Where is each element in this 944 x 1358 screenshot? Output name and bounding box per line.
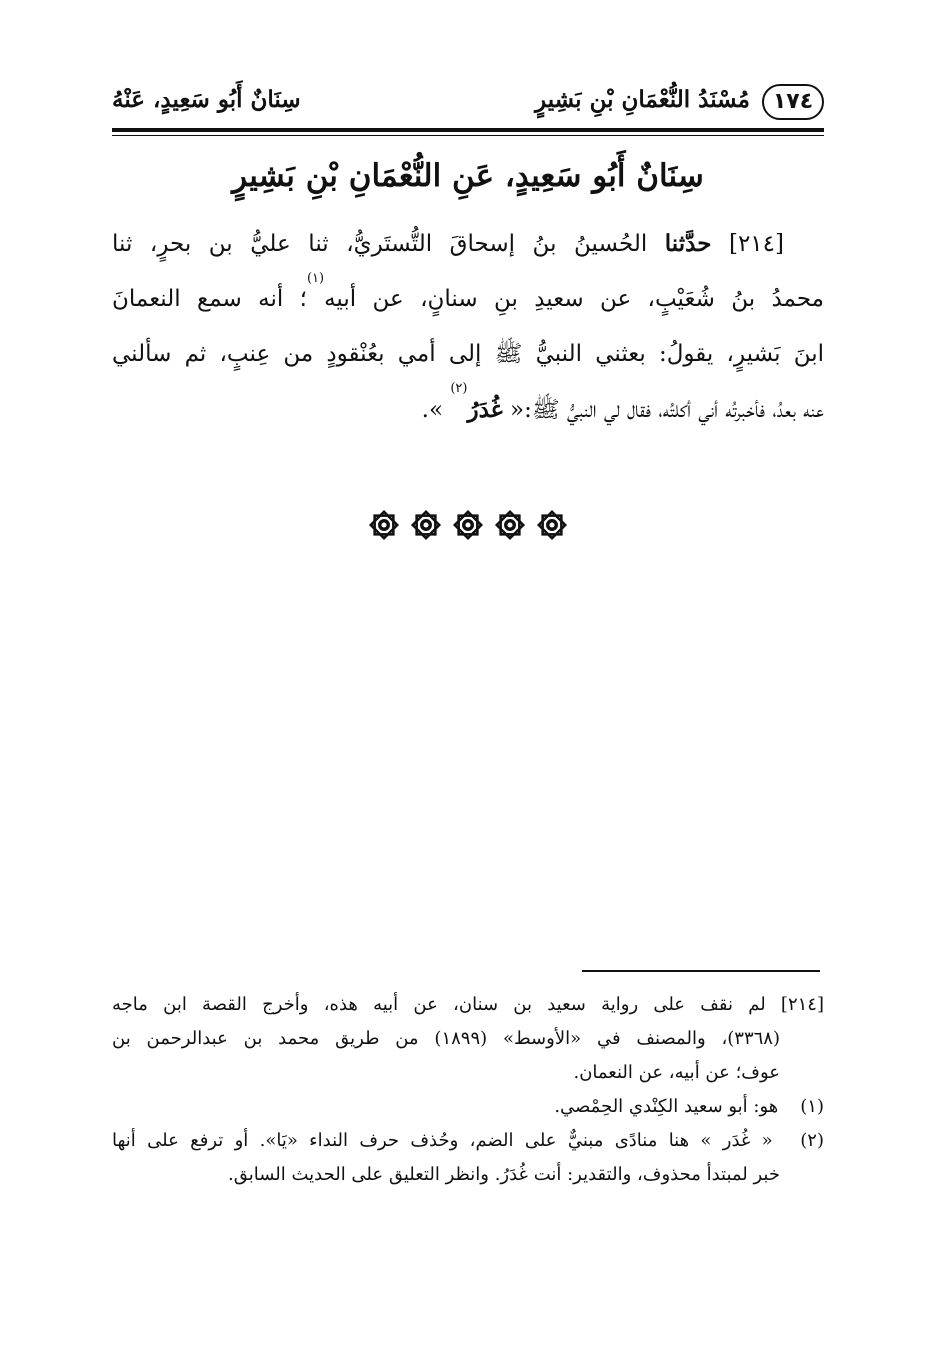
footnote-1-text: هو: أبو سعيد الكِنْدي الحِمْصي.: [554, 1096, 779, 1117]
footnote-source-marker: [٢١٤]: [780, 994, 824, 1015]
footnote-2-line-2: خبر لمبتدأ محذوف، والتقدير: أنت غُدَرُ. وانظر التعليق على الحديث السابق.: [227, 1164, 780, 1185]
flower-ornament-icon: [535, 508, 569, 542]
footnotes: [112, 988, 824, 1192]
hadith-line-3: ابنَ بَشيرٍ، يقولُ: بعثني النبيُّ ﷺ إلى أمي بعُنْقودٍ من عِنبٍ، ثم سألني: [112, 341, 824, 367]
footnote-source: [112, 988, 824, 1090]
footnote-1-marker: (١): [800, 1096, 824, 1117]
hadith-opening-word: حدَّثنا: [664, 230, 712, 257]
hadith-number: [٢١٤]: [728, 231, 784, 257]
hadith-line-2-a: محمدُ بنُ شُعَيْبٍ، عن سعيدِ بنِ سنانٍ، عن أبيه: [324, 286, 824, 312]
running-header: [112, 78, 824, 124]
footnote-source-text-1: لم نقف على رواية سعيد بن سنان، عن أبيه هذه، وأخرج القصة ابن ماجه: [112, 994, 766, 1015]
footnote-2-text-1: « غُدَر » هنا منادًى مبنيٌّ على الضم، وحُذف حرف النداء «يَا». أو ترفع على أنها: [112, 1130, 773, 1151]
header-rule-thin: [112, 135, 824, 136]
hadith-line-4-b: ».: [421, 397, 444, 423]
hadith-line-4: [112, 382, 824, 438]
footnote-source-line-3: عوف؛ عن أبيه، عن النعمان.: [573, 1062, 780, 1083]
hadith-line-1-text: الحُسينُ بنُ إسحاقَ التُّستَريُّ، ثنا عليُّ بن بحرٍ، ثنا: [112, 231, 648, 257]
book-title: مُسْنَدُ النُّعْمَانِ بْنِ بَشِيرٍ: [535, 86, 750, 113]
hadith-line-1: [112, 216, 824, 272]
hadith-line-2-b: ؛ أنه سمع النعمانَ: [112, 286, 307, 312]
footnote-1: [112, 1090, 824, 1124]
footnote-1-line: [112, 1090, 824, 1124]
flower-ornament-icon: [493, 508, 527, 542]
section-title: سِنَانٌ أَبُو سَعِيدٍ، عَنِ النُّعْمَانِ بْنِ بَشِيرٍ: [232, 158, 704, 194]
flower-ornament-icon: [367, 508, 401, 542]
flower-ornament-icon: [451, 508, 485, 542]
footnote-source-line-2: (٣٣٦٨)، والمصنف في «الأوسط» (١٨٩٩) من طريق محمد بن عبدالرحمن بن: [112, 1028, 780, 1049]
footnote-source-line-1: [112, 988, 824, 1022]
footnote-2: [112, 1124, 824, 1192]
footnote-rule: [582, 970, 820, 972]
footnote-2-marker: (٢): [800, 1130, 824, 1151]
hadith-line-2: [112, 272, 824, 327]
hadith-line-4-a: عنه بعدُ، فأخبرتُه أني أكلتُه، فقال لي النبيُّ ﷺ:«: [510, 397, 824, 423]
flower-ornament-icon: [409, 508, 443, 542]
ornament-separator: [112, 508, 824, 548]
footnote-ref-2: (٢): [450, 381, 468, 396]
page-number: ١٧٤: [762, 84, 824, 120]
footnote-ref-1: (١): [306, 271, 325, 286]
chapter-title: سِنَانٌ أَبُو سَعِيدٍ، عَنْهُ: [112, 86, 301, 113]
footnote-2-line-1: [112, 1124, 824, 1158]
hadith-key-word: غُدَرُ: [467, 396, 503, 423]
hadith-text: [112, 216, 824, 438]
header-rule: [112, 128, 824, 132]
